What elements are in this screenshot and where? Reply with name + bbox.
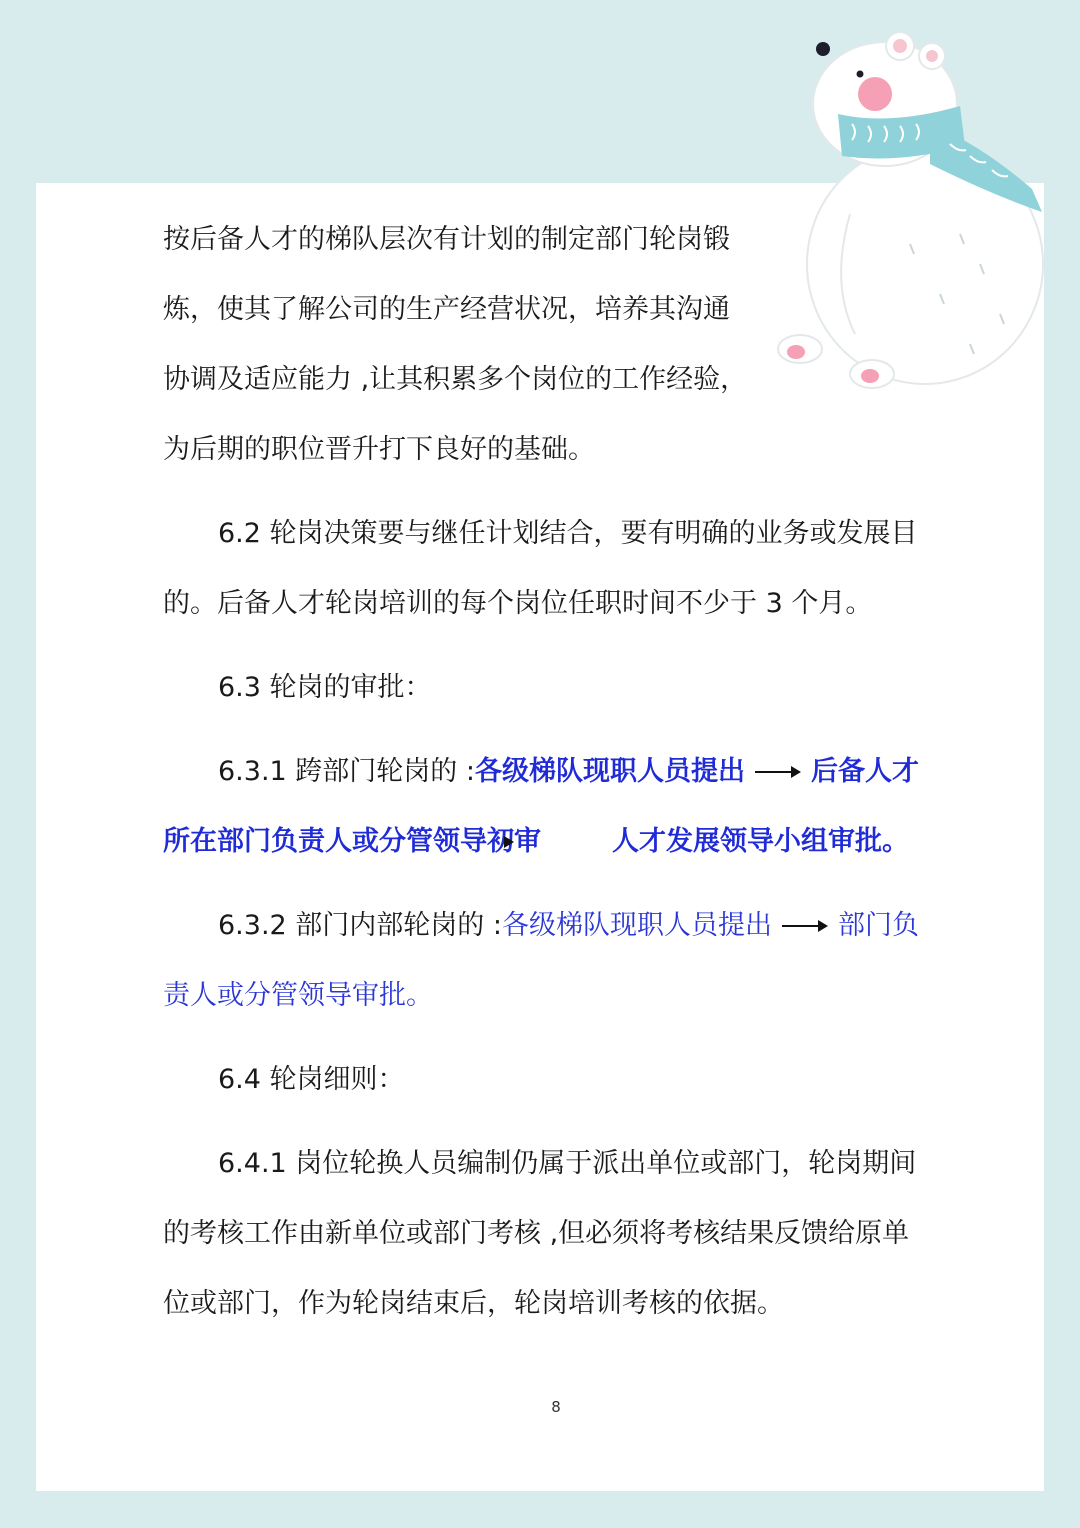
paragraph-line: 按后备人才的梯队层次有计划的制定部门轮岗锻 [163,224,730,255]
section-6-3-2-prefix: 6.3.2 部门内部轮岗的 : [218,910,502,941]
flow-step-dept-review: 后备人才 [810,756,919,787]
paragraph-line: 协调及适应能力 ,让其积累多个岗位的工作经验， [163,364,748,395]
section-6-3-heading: 6.3 轮岗的审批： [218,672,432,703]
flow-step-dept-review-cont: 所在部门负责人或分管领导初审 [163,826,541,857]
paragraph-line: 为后期的职位晋升打下良好的基础。 [163,434,595,465]
arrow-right-icon [782,906,828,946]
paragraph-line: 炼，使其了解公司的生产经营状况，培养其沟通 [163,294,730,325]
flow-step-dept-approval: 部门负 [837,910,919,941]
flow-step-proposal: 各级梯队现职人员提出 [501,910,772,941]
flow-step-proposal: 各级梯队现职人员提出 [474,756,745,787]
section-6-3-1-prefix: 6.3.1 跨部门轮岗的 : [218,756,475,787]
polar-bear-illustration [760,14,1060,394]
section-6-2-line: 的。后备人才轮岗培训的每个岗位任职时间不少于 3 个月。 [163,588,873,619]
section-6-3-2-line [218,906,919,946]
section-6-4-heading: 6.4 轮岗细则： [218,1064,405,1095]
section-6-3-1-line [163,822,541,862]
section-6-3-1-line [218,752,919,792]
arrow-right-icon [755,752,801,792]
flow-step-dept-approval-cont: 责人或分管领导审批。 [163,980,433,1011]
section-6-2-line: 6.2 轮岗决策要与继任计划结合，要有明确的业务或发展目 [218,518,918,549]
page-number: 8 [551,1398,561,1416]
section-6-4-1-line: 的考核工作由新单位或部门考核 ,但必须将考核结果反馈给原单 [163,1218,910,1249]
section-6-4-1-line: 位或部门，作为轮岗结束后，轮岗培训考核的依据。 [163,1288,784,1319]
arrow-right-icon [500,822,522,862]
flow-step-final-approval: 人才发展领导小组审批。 [612,826,909,857]
section-6-4-1-line: 6.4.1 岗位轮换人员编制仍属于派出单位或部门，轮岗期间 [218,1148,917,1179]
